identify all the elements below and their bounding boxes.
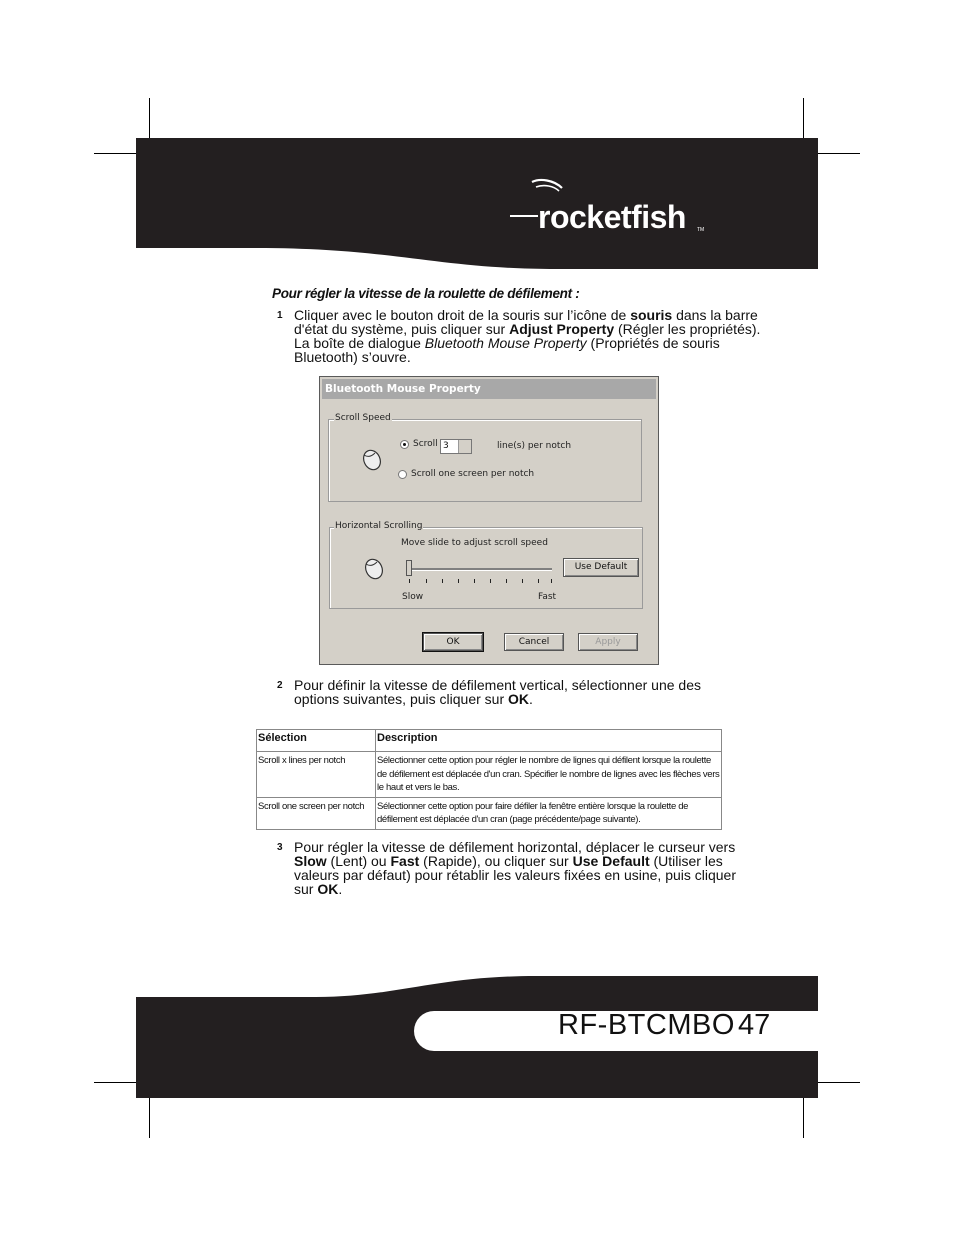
table-header: Sélection [257,730,376,752]
text-run: (Régler les propriétés). La boîte de dialogue [294,321,761,351]
lines-per-notch-label: line(s) per notch [497,441,572,451]
text-run: dans la barre d'état du système, puis cliquer sur [294,307,758,337]
logo-tm: TM [697,227,705,233]
text-run-bold: Slow [294,853,327,869]
slider-tick [426,579,427,583]
scroll-lines-label: Scroll [413,439,438,449]
scroll-screen-radio[interactable] [398,470,407,479]
step-number: 2 [277,680,283,691]
cancel-button[interactable]: Cancel [504,633,564,651]
mouse-icon [358,447,384,471]
mouse-icon [360,556,386,580]
table-header: Description [376,730,722,752]
text-run: (Lent) ou [326,853,391,869]
crop-mark [149,1098,150,1138]
scroll-screen-label: Scroll one screen per notch [411,469,535,479]
slider-tick [506,579,507,583]
text-run-bold: Fast [390,853,420,869]
text-run: Pour définir la vitesse de défilement vertical, sélectionner une des options suivantes, puis cliquer sur [294,677,701,707]
crop-mark [803,1098,804,1138]
crop-mark [94,153,136,154]
crop-mark [803,98,804,138]
scroll-speed-legend: Scroll Speed [335,413,391,423]
slider-tick [538,579,539,583]
step-number: 1 [277,310,283,321]
crop-mark [94,1082,136,1083]
text-run-bold: OK [508,691,529,707]
step-text [294,840,758,896]
step-text [294,678,734,706]
apply-button[interactable]: Apply [578,633,638,651]
text-run-bold: OK [317,881,339,897]
text-run-bold: Adjust Property [509,321,615,337]
footer-page-number: 47 [738,1009,771,1041]
rocketfish-logo [510,176,710,236]
section-title: Pour régler la vitesse de la roulette de défilement : [272,286,580,301]
horizontal-scrolling-legend: Horizontal Scrolling [335,521,423,531]
text-run-italic: Bluetooth Mouse Property [424,335,587,351]
slider-tick [458,579,459,583]
dialog-title-bar: Bluetooth Mouse Property [322,379,656,399]
step-text [294,308,764,364]
table-cell: Scroll x lines per notch [257,752,376,798]
table-cell: Sélectionner cette option pour régler le nombre de lignes qui défilent lorsque la roulette de défilement est déplacée d'un cran. Spécifier le nombre de lignes avec les flèches vers le haut et vers le bas. [376,752,722,798]
text-run: Cliquer avec le bouton droit de la souris sur l’icône de [294,307,631,323]
text-run-bold: souris [630,307,673,323]
table-row [257,797,722,829]
slider-tick [474,579,475,583]
header-curve [136,238,818,270]
use-default-button[interactable]: Use Default [563,558,639,577]
footer-model-name: RF-BTCMBO [558,1009,735,1041]
logo-text: rocketfish [538,199,686,235]
slider-instruction: Move slide to adjust scroll speed [401,538,548,548]
lines-spin-value: 3 [443,441,449,451]
slider-tick [442,579,443,583]
table-row [257,752,722,798]
text-run: . [529,691,533,707]
text-run-bold: Use Default [572,853,650,869]
scroll-lines-radio[interactable] [400,440,409,449]
scroll-slider-thumb[interactable] [406,560,412,576]
step-number: 3 [277,842,283,853]
bluetooth-mouse-property-dialog [319,376,659,665]
text-run: (Propriétés de souris Bluetooth) s’ouvre. [294,335,720,365]
crop-mark [149,98,150,138]
slider-tick [409,579,410,583]
table-header-row [257,730,722,752]
slider-tick [522,579,523,583]
table-cell: Sélectionner cette option pour faire défiler la fenêtre entière lorsque la roulette de défilement est déplacée d'un cran (page précédente/page suivante). [376,797,722,829]
fast-label: Fast [538,592,557,602]
spin-arrows[interactable] [458,440,471,453]
text-run: (Utiliser les valeurs par défaut) pour rétablir les valeurs fixées en usine, puis cliquer sur [294,853,737,897]
crop-mark [818,153,860,154]
text-run: Pour régler la vitesse de défilement horizontal, déplacer le curseur vers [294,839,736,855]
lines-spin-input[interactable] [440,439,472,454]
slow-label: Slow [402,592,424,602]
ok-button[interactable]: OK [423,633,483,651]
text-run: (Rapide), ou cliquer sur [419,853,573,869]
slider-tick [551,579,552,583]
table-cell: Scroll one screen per notch [257,797,376,829]
text-run: . [338,881,343,897]
options-table [256,729,722,830]
crop-mark [818,1082,860,1083]
slider-tick [490,579,491,583]
scroll-slider-track[interactable] [406,568,552,571]
